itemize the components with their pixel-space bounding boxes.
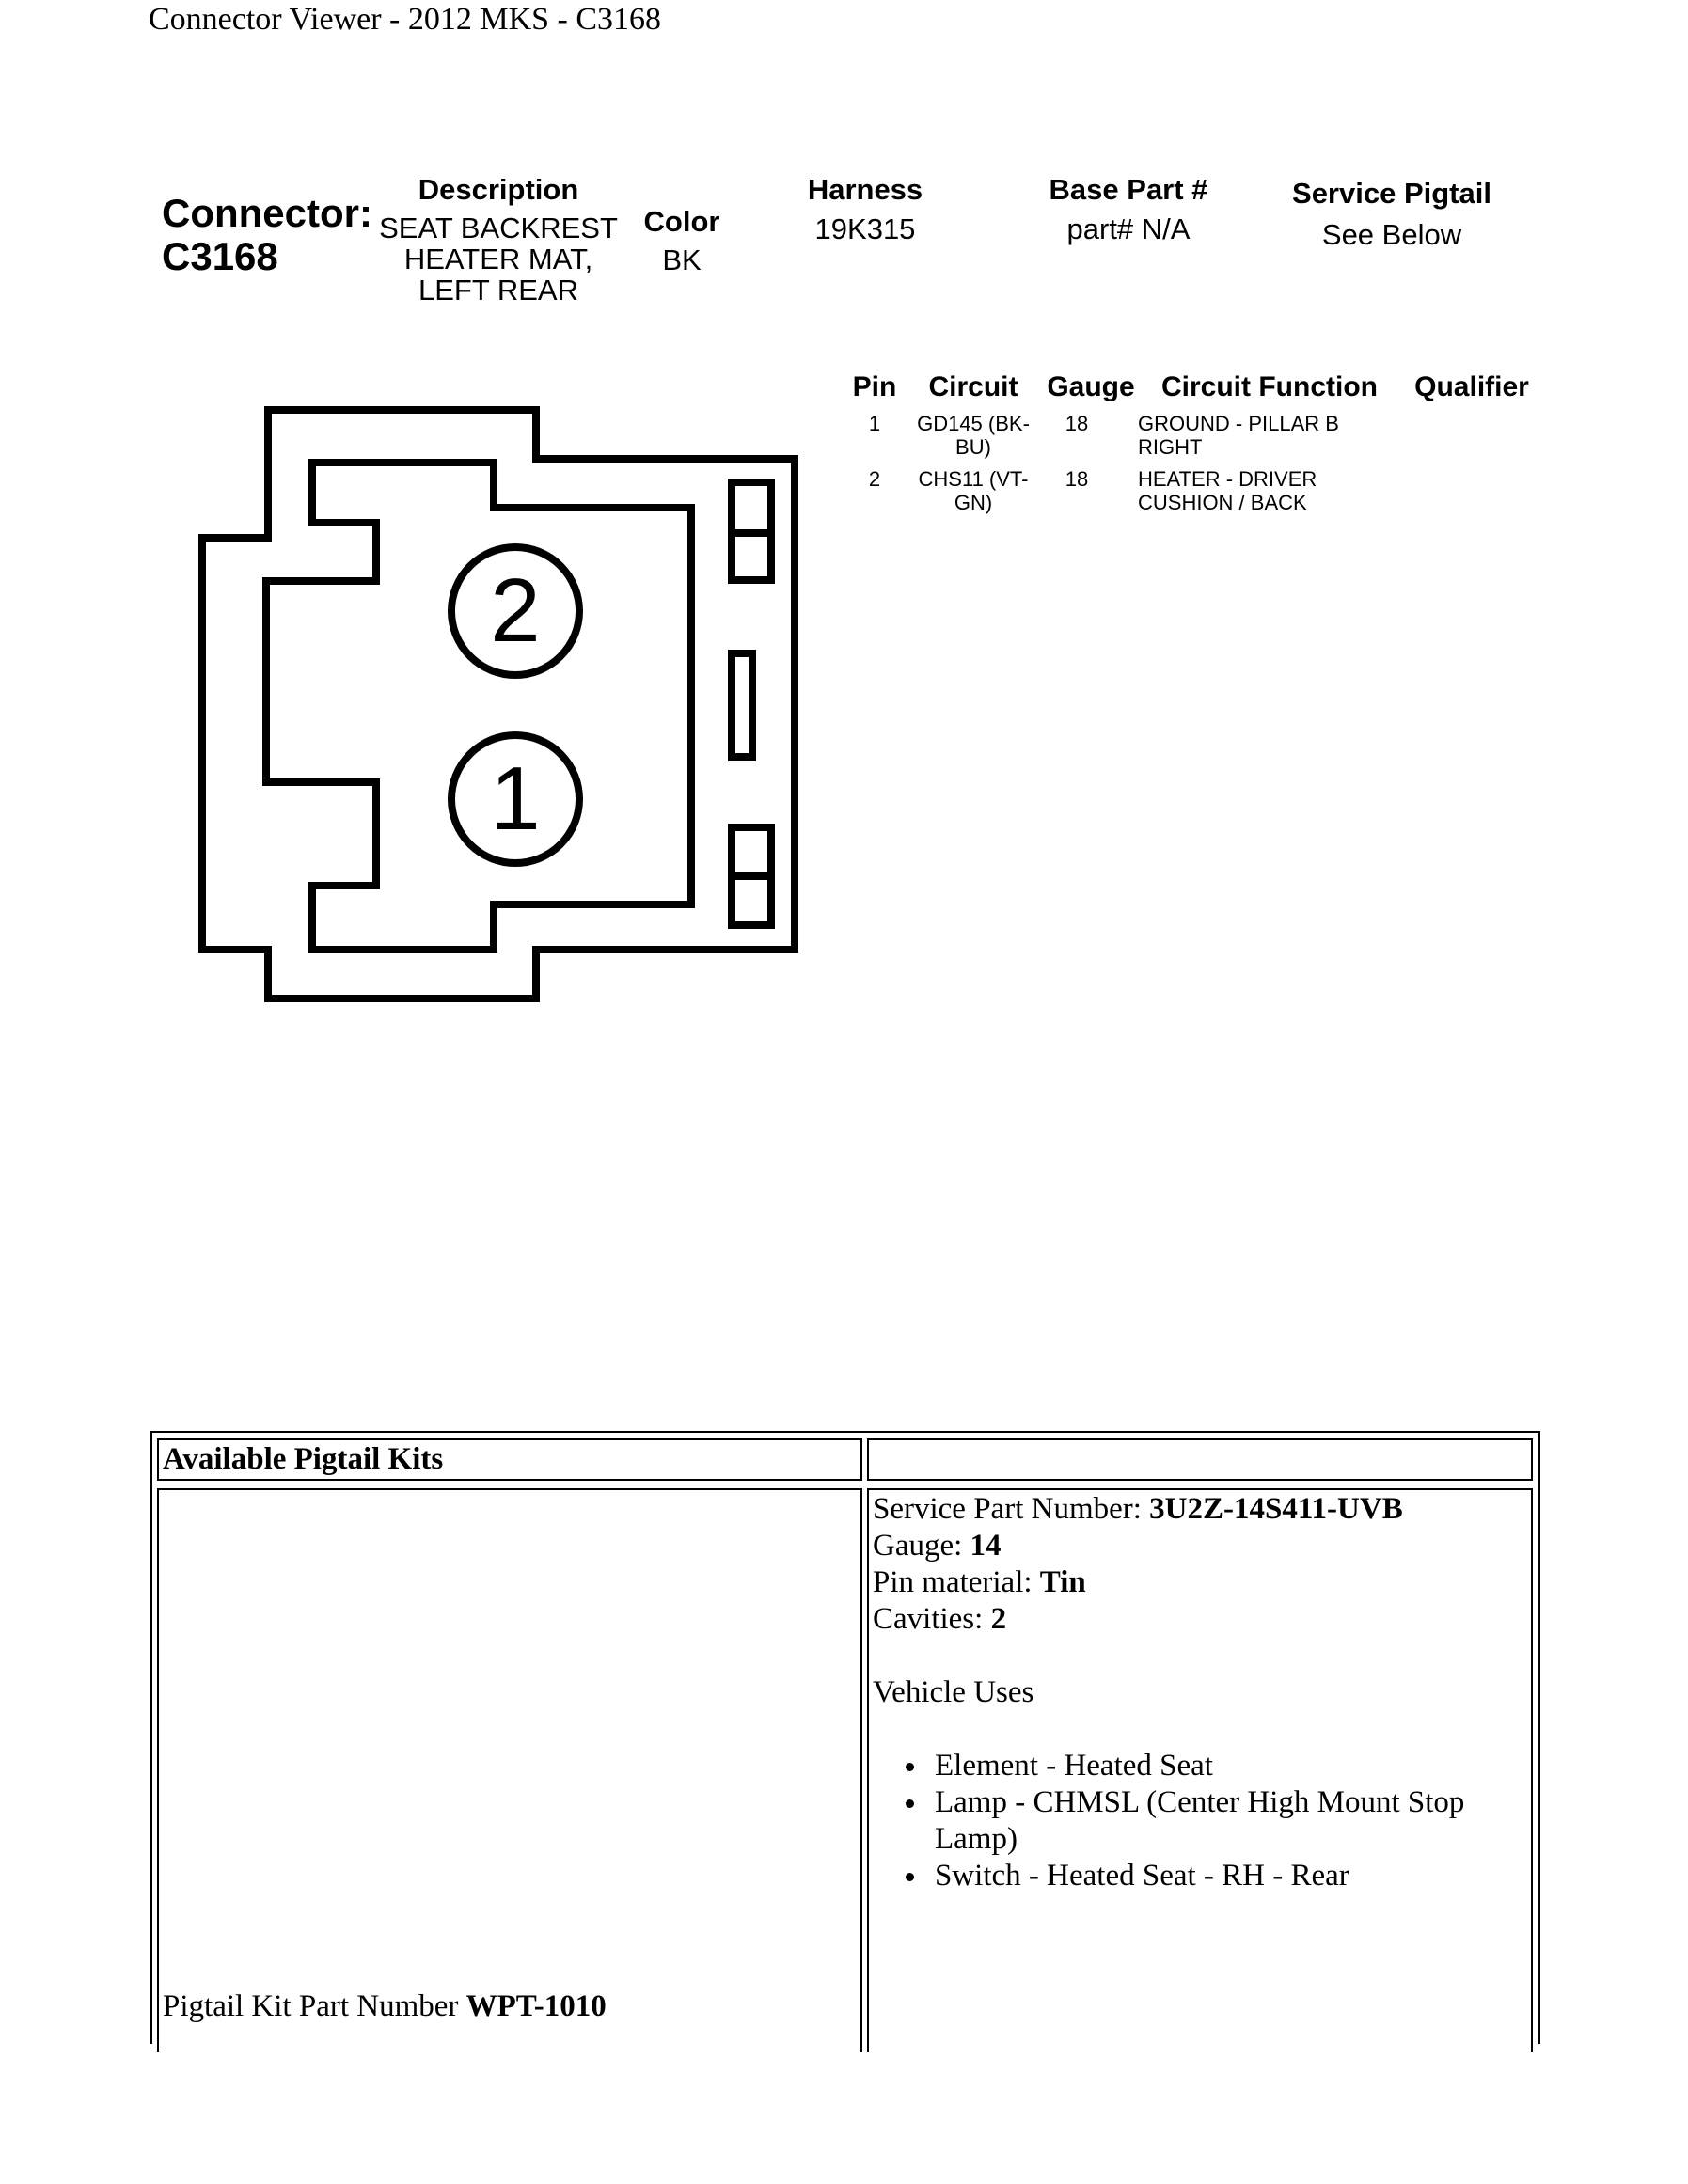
circuit-line: BU) bbox=[955, 435, 991, 459]
function-cell bbox=[1138, 467, 1382, 514]
gauge-cell: 18 bbox=[1065, 412, 1089, 435]
pin-material-value: Tin bbox=[1039, 1565, 1086, 1599]
pigtail-kit-part bbox=[163, 1988, 607, 2025]
vehicle-uses-list bbox=[873, 1748, 1531, 1894]
pin-material-label: Pin material: bbox=[873, 1565, 1040, 1599]
function-line: HEATER - DRIVER bbox=[1138, 467, 1317, 491]
pigtail-details bbox=[869, 1490, 1531, 1894]
vehicle-uses-title: Vehicle Uses bbox=[873, 1675, 1034, 1709]
pin-2-label: 2 bbox=[490, 560, 541, 661]
connector-diagram bbox=[188, 395, 828, 1015]
circuit-cell bbox=[907, 412, 1039, 459]
kit-part-label: Pigtail Kit Part Number bbox=[163, 1989, 466, 2023]
circuit-line: CHS11 (VT- bbox=[918, 467, 1029, 491]
pin-cell: 1 bbox=[868, 412, 881, 435]
pin-1-label: 1 bbox=[490, 748, 541, 849]
gauge-header: Gauge bbox=[1047, 371, 1135, 402]
qualifier-header: Qualifier bbox=[1414, 371, 1529, 402]
function-cell bbox=[1138, 412, 1382, 459]
page-title: Connector Viewer - 2012 MKS - C3168 bbox=[149, 2, 662, 37]
service-part-row bbox=[873, 1491, 1531, 1528]
description-value bbox=[357, 212, 639, 306]
kit-part-value: WPT-1010 bbox=[465, 1989, 607, 2023]
harness-header: Harness bbox=[807, 173, 923, 206]
circuit-header: Circuit bbox=[928, 371, 1018, 402]
description-line: LEFT REAR bbox=[418, 274, 578, 306]
pigtail-header-cell bbox=[157, 1438, 862, 1481]
circuit-line: GN) bbox=[954, 491, 993, 514]
latch-center bbox=[732, 653, 752, 757]
service-part-value: 3U2Z-14S411-UVB bbox=[1149, 1492, 1403, 1526]
gauge-row bbox=[873, 1528, 1531, 1564]
harness-value: 19K315 bbox=[814, 212, 916, 245]
cavities-row bbox=[873, 1601, 1531, 1638]
vehicle-use-item: • Element - Heated Seat bbox=[929, 1748, 1531, 1784]
base-part-value: part# N/A bbox=[1066, 212, 1191, 245]
pigtail-kit-cell bbox=[157, 1488, 862, 2052]
function-line: GROUND - PILLAR B bbox=[1138, 412, 1339, 435]
cavities-label: Cavities: bbox=[873, 1602, 991, 1636]
service-pigtail-header: Service Pigtail bbox=[1292, 177, 1491, 210]
pigtail-details-cell bbox=[867, 1488, 1533, 2052]
housing-inner bbox=[266, 463, 691, 950]
service-part-label: Service Part Number: bbox=[873, 1492, 1150, 1526]
vehicle-use-item: • Switch - Heated Seat - RH - Rear bbox=[929, 1858, 1531, 1894]
color-header: Color bbox=[643, 205, 720, 238]
pin-material-row bbox=[873, 1564, 1531, 1601]
circuit-line: GD145 (BK- bbox=[917, 412, 1030, 435]
color-value: BK bbox=[662, 244, 702, 276]
connector-label-text: Connector: bbox=[162, 191, 372, 235]
pigtail-header-empty-cell bbox=[867, 1438, 1533, 1481]
base-part-header: Base Part # bbox=[1049, 173, 1208, 206]
vehicle-use-item: • Lamp - CHMSL (Center High Mount Stop Lamp) bbox=[929, 1784, 1531, 1858]
connector-id: C3168 bbox=[162, 234, 278, 278]
circuit-cell bbox=[907, 467, 1039, 514]
circuit-function-header: Circuit Function bbox=[1161, 371, 1378, 402]
pigtail-header: Available Pigtail Kits bbox=[163, 1442, 444, 1476]
description-line: SEAT BACKREST bbox=[379, 212, 618, 244]
connector-label bbox=[162, 192, 372, 278]
description-line: HEATER MAT, bbox=[403, 243, 593, 275]
service-pigtail-value: See Below bbox=[1321, 218, 1462, 251]
function-line: CUSHION / BACK bbox=[1138, 491, 1307, 514]
cavities-value: 2 bbox=[990, 1602, 1007, 1636]
gauge-label: Gauge: bbox=[873, 1529, 970, 1563]
pin-cell: 2 bbox=[868, 467, 881, 491]
description-header: Description bbox=[418, 173, 579, 206]
gauge-cell: 18 bbox=[1065, 467, 1089, 491]
gauge-value: 14 bbox=[970, 1529, 1002, 1563]
housing-outer bbox=[202, 410, 795, 998]
function-line: RIGHT bbox=[1138, 435, 1203, 459]
pin-header: Pin bbox=[852, 371, 897, 402]
